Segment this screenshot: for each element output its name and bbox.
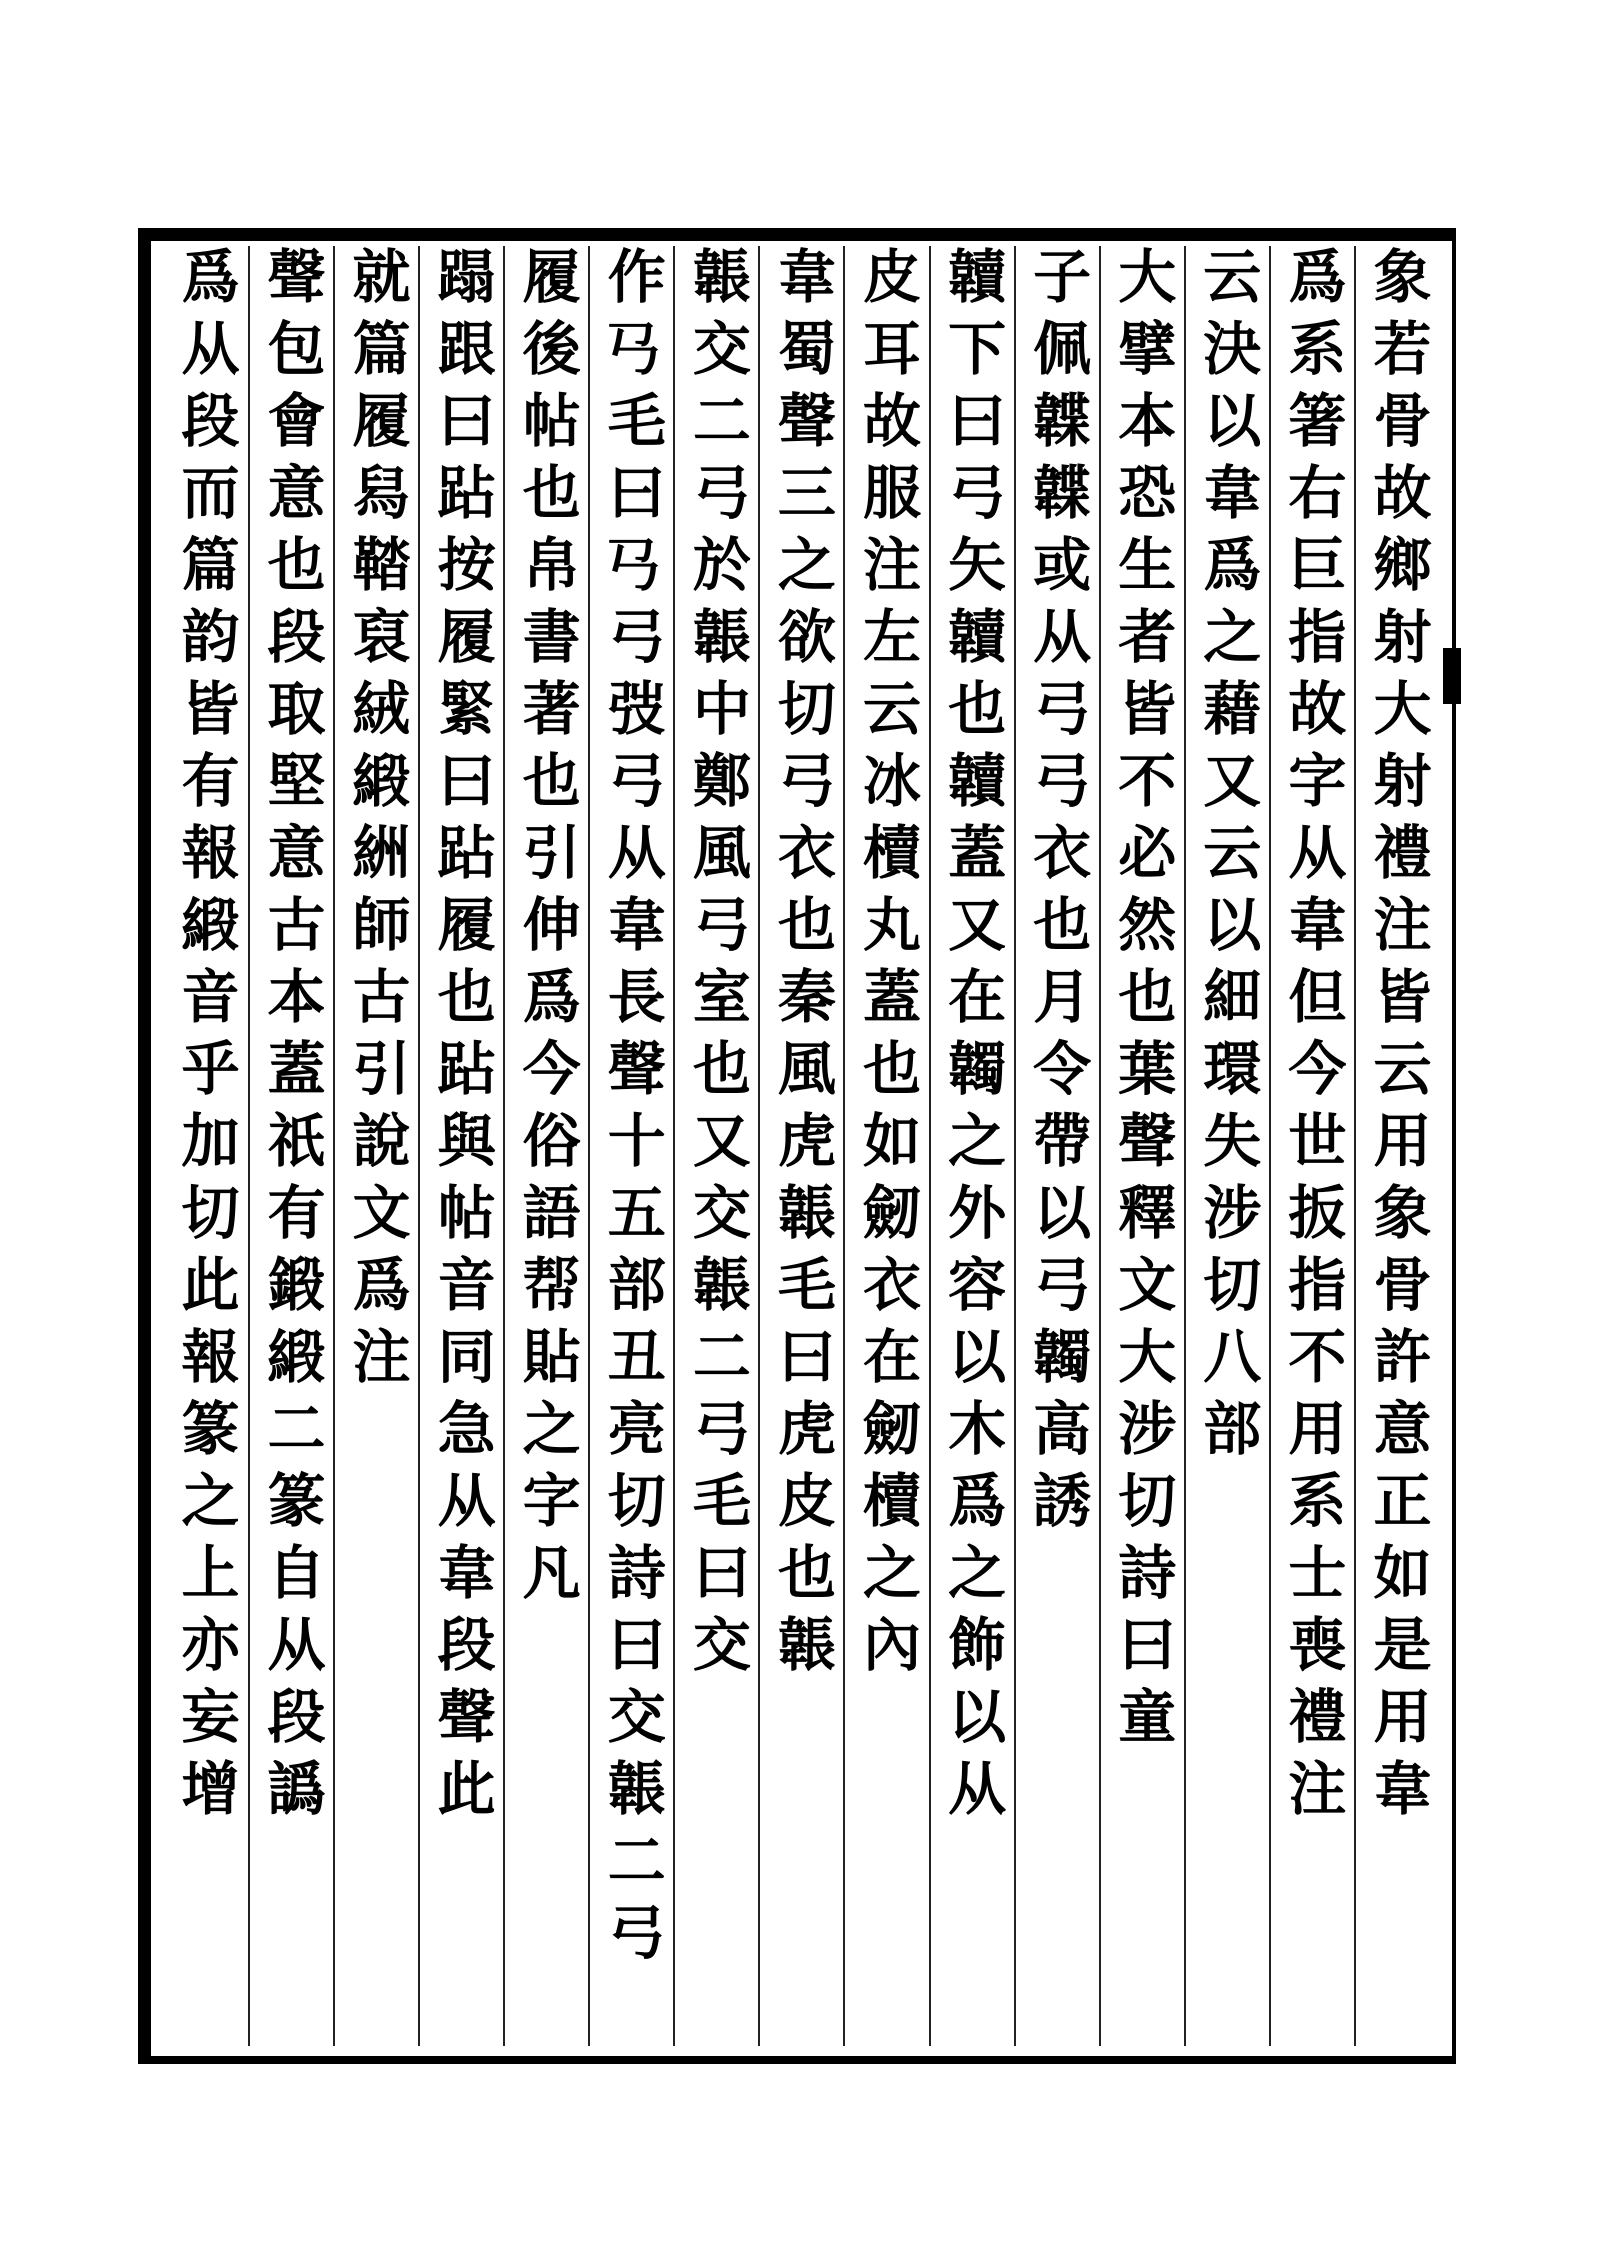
text-column bbox=[929, 246, 1014, 2046]
column-text: 爲系箸右巨指故字从韋但今世扳指不用系士喪禮注 bbox=[1278, 246, 1347, 1830]
column-text: 子佩韘韘或从弓弓衣也月令帶以弓韣高誘 bbox=[1023, 246, 1092, 1542]
column-text: 韋蜀聲三之欲切弓衣也秦風虎韔毛曰虎皮也韔 bbox=[767, 246, 836, 1686]
text-column bbox=[843, 246, 928, 2046]
column-text: 大擘本恐生者皆不必然也葉聲釋文大涉切詩曰童 bbox=[1108, 246, 1177, 1758]
column-text: 履後帖也帛書著也引伸爲今俗語帮貼之字凡 bbox=[512, 246, 581, 1614]
column-text: 聲包會意也段取堅意古本蓋祇有鍛緞二篆自从段譌 bbox=[257, 246, 326, 1830]
text-column bbox=[503, 246, 588, 2046]
text-column bbox=[1014, 246, 1099, 2046]
text-column bbox=[248, 246, 333, 2046]
block-mark bbox=[1443, 648, 1461, 704]
text-columns bbox=[163, 246, 1439, 2046]
column-text: 象若骨故鄉射大射禮注皆云用象骨許意正如是用韋 bbox=[1363, 246, 1432, 1830]
text-column bbox=[673, 246, 758, 2046]
text-column bbox=[1184, 246, 1269, 2046]
column-text: 云決以韋爲之藉又云以細環失涉切八部 bbox=[1193, 246, 1262, 1470]
column-text: 就篇履舄鞜裒絨緞絒師古引說文爲注 bbox=[342, 246, 411, 1398]
column-text: 韥下曰弓矢韥也韥蓋又在韣之外容以木爲之飾以从 bbox=[938, 246, 1007, 1830]
text-column bbox=[758, 246, 843, 2046]
text-column bbox=[1099, 246, 1184, 2046]
text-column bbox=[333, 246, 418, 2046]
column-text: 韔交二弓於韔中鄭風弓室也又交韔二弓毛曰交 bbox=[682, 246, 751, 1686]
text-column bbox=[163, 246, 248, 2046]
text-column bbox=[588, 246, 673, 2046]
text-column bbox=[418, 246, 503, 2046]
column-text: 爲从段而篇韵皆有報緞音乎加切此報篆之上亦妄增 bbox=[171, 246, 240, 1830]
text-column bbox=[1354, 246, 1439, 2046]
column-text: 皮耳故服注左云冰櫝丸蓋也如劒衣在劒櫝之內 bbox=[852, 246, 921, 1686]
column-text: 作𢎘毛曰𢎘弓弢弓从韋長聲十五部丑亮切詩曰交韔二弓 bbox=[597, 246, 666, 1974]
column-text: 蹋跟曰跕按履緊曰跕履也跕與帖音同急从韋段聲此 bbox=[427, 246, 496, 1830]
text-column bbox=[1269, 246, 1354, 2046]
